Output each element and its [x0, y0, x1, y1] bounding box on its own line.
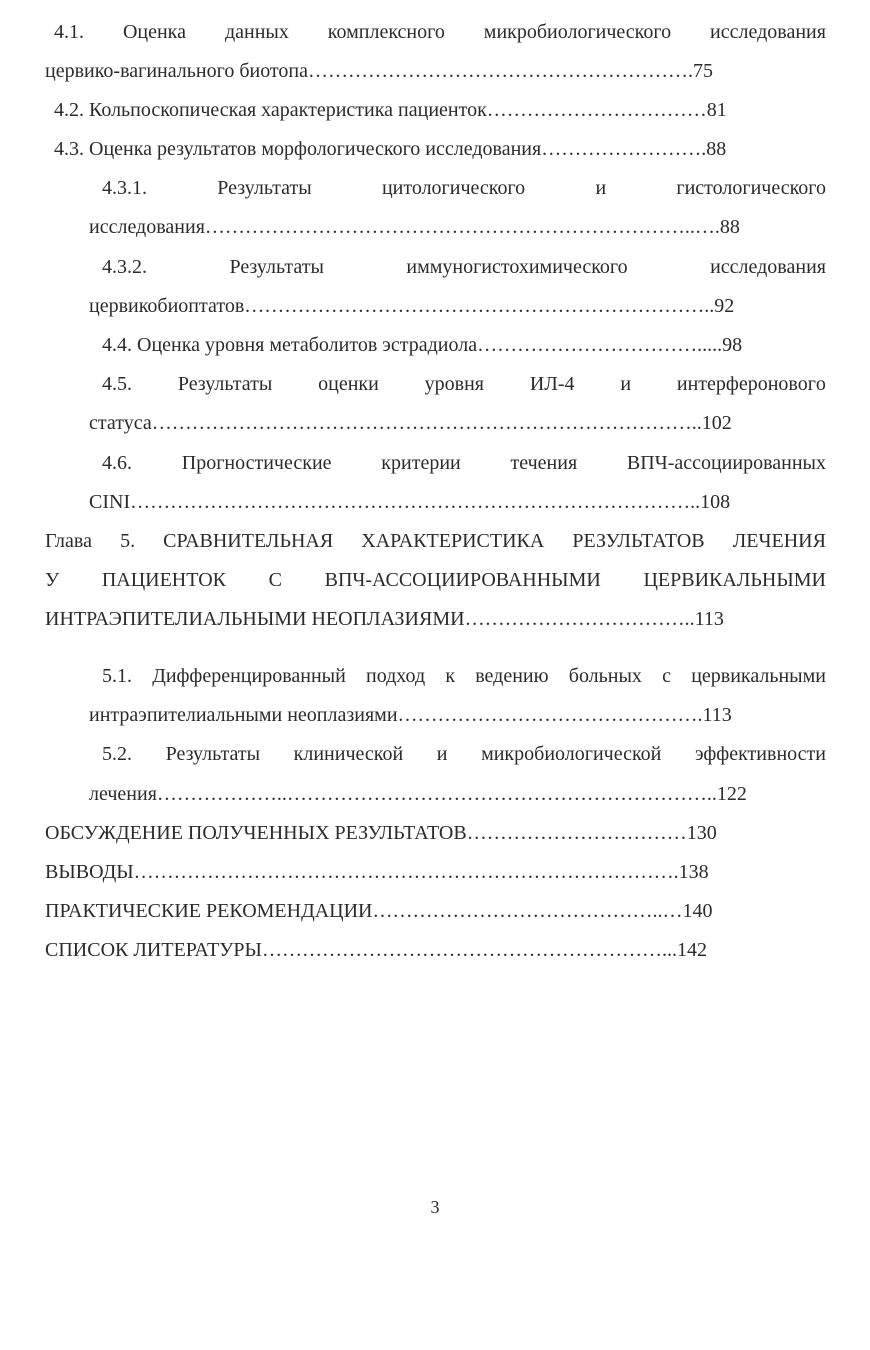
toc-entry-4-3: 4.3. Оценка результатов морфологического исследования…………………….88 — [54, 138, 727, 160]
toc-entry-discussion: ОБСУЖДЕНИЕ ПОЛУЧЕННЫХ РЕЗУЛЬТАТОВ……………………………130 — [45, 822, 717, 844]
toc-word: 5.1. — [102, 665, 132, 687]
toc-word: исследования — [710, 256, 826, 278]
toc-entry-5-1-line1 — [102, 663, 826, 689]
toc-word: Результаты — [165, 743, 261, 765]
toc-word: ЛЕЧЕНИЯ — [732, 530, 826, 552]
toc-word: Результаты — [229, 256, 324, 278]
toc-entry-5-2-line2: лечения………………..………………………………………………………..122 — [89, 783, 747, 805]
toc-entry-4-6-line2: CINI…………………………………………………………………………..108 — [89, 491, 731, 513]
toc-entry-4-2: 4.2. Кольпоскопическая характеристика пациенток……………………………81 — [54, 99, 727, 121]
toc-entry-4-5-line2: статуса………………………………………………………………………..102 — [89, 412, 732, 434]
toc-word: иммуногистохимического — [406, 256, 628, 278]
toc-entry-4-1-line2: цервико-вагинального биотопа………………………………………………….75 — [45, 60, 713, 82]
toc-entry-conclusions: ВЫВОДЫ……………………………………………………………………….138 — [45, 861, 709, 883]
toc-entry-5-1-line2: интраэпителиальными неоплазиями……………………………………….113 — [89, 704, 732, 726]
toc-word: Оценка — [122, 21, 186, 43]
toc-word: ИЛ-4 — [529, 373, 575, 395]
toc-entry-4-6-line1 — [102, 450, 826, 476]
toc-word: цервикальными — [691, 665, 826, 687]
toc-word: критерии — [381, 452, 461, 474]
toc-word: микробиологической — [481, 743, 662, 765]
toc-entry-4-3-2-line1 — [102, 254, 826, 280]
toc-word: эффективности — [694, 743, 826, 765]
toc-word: Результаты — [177, 373, 273, 395]
toc-word: оценки — [318, 373, 379, 395]
toc-word: 5.2. — [102, 743, 132, 765]
toc-word: Глава — [45, 530, 92, 552]
page-number: 3 — [430, 1197, 440, 1217]
toc-entry-4-5-line1 — [102, 371, 826, 397]
toc-word: У — [45, 569, 60, 591]
toc-entry-4-4: 4.4. Оценка уровня метаболитов эстрадиола…………………………….....98 — [102, 334, 743, 356]
toc-entry-5-2-line1 — [102, 741, 826, 767]
toc-word: 4.3.1. — [102, 177, 147, 199]
toc-chapter-5-line1 — [45, 528, 826, 554]
toc-word: Дифференцированный — [152, 665, 346, 687]
toc-word: РЕЗУЛЬТАТОВ — [572, 530, 705, 552]
toc-word: больных — [568, 665, 642, 687]
toc-word: ЦЕРВИКАЛЬНЫМИ — [643, 569, 826, 591]
toc-word: ВПЧ-ассоциированных — [626, 452, 826, 474]
toc-entry-recommendations: ПРАКТИЧЕСКИЕ РЕКОМЕНДАЦИИ……………………………………..…140 — [45, 900, 713, 922]
toc-entry-literature: СПИСОК ЛИТЕРАТУРЫ……………………………………………………...142 — [45, 939, 707, 961]
toc-word: и — [620, 373, 632, 395]
toc-word: исследования — [710, 21, 826, 43]
toc-word: и — [436, 743, 448, 765]
toc-word: ведению — [475, 665, 549, 687]
toc-entry-4-3-1-line1 — [102, 175, 826, 201]
toc-word: ХАРАКТЕРИСТИКА — [361, 530, 545, 552]
toc-word: Результаты — [217, 177, 312, 199]
toc-chapter-5-line2 — [45, 567, 826, 593]
toc-word: к — [445, 665, 456, 687]
toc-word: данных — [224, 21, 289, 43]
toc-entry-4-3-1-line2: исследования………………………………………………………………..….88 — [89, 216, 740, 238]
toc-word: клинической — [293, 743, 404, 765]
toc-word: 4.3.2. — [102, 256, 147, 278]
toc-word: течения — [510, 452, 578, 474]
toc-word: уровня — [424, 373, 484, 395]
toc-word: 5. — [120, 530, 136, 552]
toc-word: 4.5. — [102, 373, 132, 395]
toc-chapter-5-line3: ИНТРАЭПИТЕЛИАЛЬНЫМИ НЕОПЛАЗИЯМИ……………………………..113 — [45, 608, 724, 630]
toc-word: 4.1. — [54, 21, 84, 43]
toc-word: 4.6. — [102, 452, 132, 474]
toc-word: цитологического — [381, 177, 526, 199]
toc-word: Прогностические — [181, 452, 332, 474]
toc-word: ВПЧ-АССОЦИИРОВАННЫМИ — [324, 569, 601, 591]
toc-word: интерфероновогo — [676, 373, 826, 395]
toc-word: комплексного — [327, 21, 445, 43]
toc-entry-4-1-line1 — [54, 19, 826, 45]
toc-word: СРАВНИТЕЛЬНАЯ — [163, 530, 334, 552]
toc-word: гистологического — [676, 177, 826, 199]
toc-word: ПАЦИЕНТОК — [101, 569, 226, 591]
toc-word: подход — [366, 665, 426, 687]
toc-word: микробиологического — [483, 21, 672, 43]
toc-entry-4-3-2-line2: цервикобиоптатов……………………………………………………………..92 — [89, 295, 735, 317]
toc-word: и — [595, 177, 607, 199]
toc-word: С — [268, 569, 282, 591]
toc-word: с — [662, 665, 671, 687]
